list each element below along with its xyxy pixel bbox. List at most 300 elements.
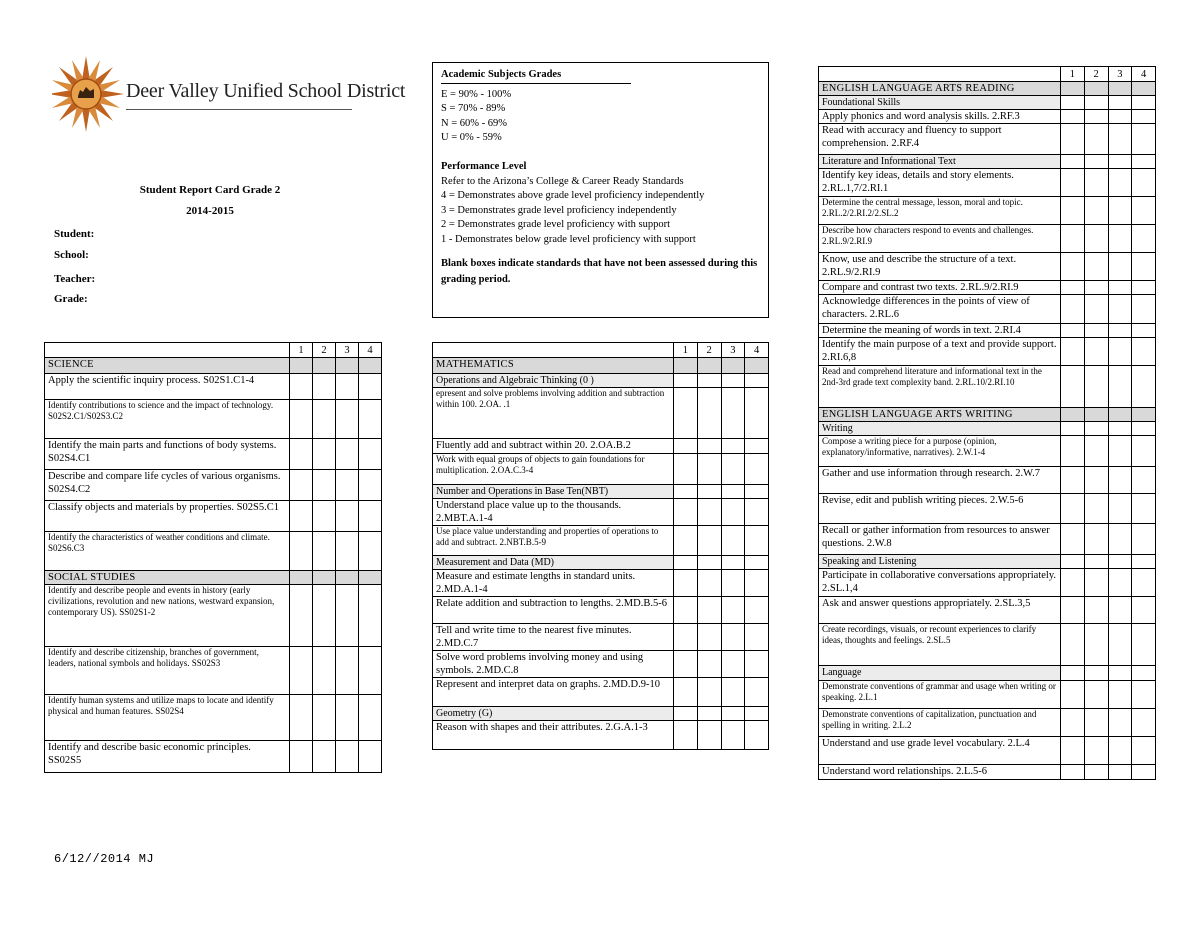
score-cell xyxy=(745,374,769,388)
standard-label: Understand place value up to the thousands. 2.MBT.A.1-4 xyxy=(433,499,674,526)
standard-label: Compare and contrast two texts. 2.RL.9/2.RI.9 xyxy=(819,281,1061,295)
score-cell xyxy=(313,358,336,374)
score-column-header: 2 xyxy=(313,343,336,358)
score-cell[interactable] xyxy=(1084,681,1108,709)
score-cell[interactable] xyxy=(721,624,745,651)
score-cell xyxy=(1132,82,1156,96)
score-cell[interactable] xyxy=(697,721,721,750)
score-cell xyxy=(1108,155,1132,169)
standard-row xyxy=(45,470,382,501)
score-cell[interactable] xyxy=(1132,436,1156,467)
score-cell[interactable] xyxy=(290,695,313,741)
standard-label: Know, use and describe the structure of a text. 2.RL.9/2.RI.9 xyxy=(819,253,1061,281)
score-cell[interactable] xyxy=(1061,295,1085,324)
performance-line: 4 = Demonstrates above grade level proficiency independently xyxy=(441,190,705,202)
score-cell[interactable] xyxy=(1061,110,1085,124)
score-cell xyxy=(697,358,721,374)
score-cell[interactable] xyxy=(1061,569,1085,597)
score-cell[interactable] xyxy=(745,499,769,526)
score-cell[interactable] xyxy=(721,454,745,485)
score-cell[interactable] xyxy=(745,388,769,439)
score-cell xyxy=(1084,422,1108,436)
standard-label: Work with equal groups of objects to gain foundations for multiplication. 2.OA.C.3-4 xyxy=(433,454,674,485)
standard-row xyxy=(819,569,1156,597)
score-cell[interactable] xyxy=(290,400,313,439)
score-cell[interactable] xyxy=(1061,324,1085,338)
score-cell[interactable] xyxy=(1108,225,1132,253)
score-cell[interactable] xyxy=(697,570,721,597)
score-cell xyxy=(721,485,745,499)
standard-label: Identify human systems and utilize maps to locate and identify physical and human features. SS02S4 xyxy=(45,695,290,741)
score-cell[interactable] xyxy=(674,570,698,597)
score-cell[interactable] xyxy=(1061,624,1085,666)
score-cell[interactable] xyxy=(1084,324,1108,338)
score-cell[interactable] xyxy=(1132,681,1156,709)
score-cell[interactable] xyxy=(1108,765,1132,780)
score-cell[interactable] xyxy=(721,651,745,678)
standard-row xyxy=(433,439,769,454)
score-cell xyxy=(721,707,745,721)
score-cell[interactable] xyxy=(1084,338,1108,366)
score-cell[interactable] xyxy=(1132,338,1156,366)
score-cell[interactable] xyxy=(1061,681,1085,709)
score-cell xyxy=(1132,96,1156,110)
score-cell xyxy=(674,358,698,374)
score-header-row xyxy=(819,67,1156,82)
score-column-header: 1 xyxy=(1061,67,1085,82)
score-cell xyxy=(1108,82,1132,96)
score-cell[interactable] xyxy=(697,678,721,707)
header-blank-cell xyxy=(819,67,1061,82)
standard-label: Classify objects and materials by properties. S02S5.C1 xyxy=(45,501,290,532)
score-cell[interactable] xyxy=(1061,253,1085,281)
standard-label: Measure and estimate lengths in standard units. 2.MD.A.1-4 xyxy=(433,570,674,597)
standard-label: Read and comprehend literature and informational text in the 2nd-3rd grade text complexity band. 2.RL.10/2.RI.10 xyxy=(819,366,1061,408)
score-cell[interactable] xyxy=(1084,597,1108,624)
standard-label: Determine the meaning of words in text. 2.RI.4 xyxy=(819,324,1061,338)
score-cell xyxy=(1061,422,1085,436)
score-cell[interactable] xyxy=(313,741,336,773)
score-cell[interactable] xyxy=(745,570,769,597)
score-cell xyxy=(674,485,698,499)
score-cell xyxy=(1132,666,1156,681)
standard-row xyxy=(45,439,382,470)
section-label: Number and Operations in Base Ten(NBT) xyxy=(433,485,674,499)
score-cell[interactable] xyxy=(313,374,336,400)
standard-row xyxy=(45,501,382,532)
score-cell xyxy=(1084,555,1108,569)
score-cell[interactable] xyxy=(1061,338,1085,366)
score-cell[interactable] xyxy=(1132,295,1156,324)
score-cell[interactable] xyxy=(1061,281,1085,295)
score-cell[interactable] xyxy=(1132,253,1156,281)
score-cell[interactable] xyxy=(745,651,769,678)
standard-row xyxy=(819,436,1156,467)
header-blank-cell xyxy=(433,343,674,358)
score-cell[interactable] xyxy=(1108,110,1132,124)
score-cell[interactable] xyxy=(745,439,769,454)
score-cell[interactable] xyxy=(290,501,313,532)
subsection-header-row xyxy=(433,556,769,570)
standard-label: Represent and interpret data on graphs. 2.MD.D.9-10 xyxy=(433,678,674,707)
score-cell[interactable] xyxy=(290,374,313,400)
report-year: 2014-2015 xyxy=(186,205,234,217)
standard-row xyxy=(45,741,382,773)
score-cell[interactable] xyxy=(1132,569,1156,597)
score-cell[interactable] xyxy=(313,439,336,470)
score-cell xyxy=(745,556,769,570)
section-label: ENGLISH LANGUAGE ARTS READING xyxy=(819,82,1061,96)
score-cell[interactable] xyxy=(1084,110,1108,124)
score-cell xyxy=(745,358,769,374)
score-cell[interactable] xyxy=(290,585,313,647)
score-cell[interactable] xyxy=(290,741,313,773)
score-cell[interactable] xyxy=(1132,197,1156,225)
school-label: School: xyxy=(54,249,89,261)
score-cell[interactable] xyxy=(290,439,313,470)
score-cell[interactable] xyxy=(721,499,745,526)
score-cell[interactable] xyxy=(359,501,382,532)
standard-row xyxy=(819,597,1156,624)
subsection-header-row xyxy=(819,555,1156,569)
score-cell[interactable] xyxy=(721,570,745,597)
section-label: Speaking and Listening xyxy=(819,555,1061,569)
score-cell[interactable] xyxy=(359,585,382,647)
score-cell[interactable] xyxy=(697,624,721,651)
standard-row xyxy=(819,295,1156,324)
score-column-header: 2 xyxy=(1084,67,1108,82)
score-cell[interactable] xyxy=(359,470,382,501)
score-cell[interactable] xyxy=(313,532,336,571)
score-cell[interactable] xyxy=(1084,281,1108,295)
score-cell[interactable] xyxy=(674,388,698,439)
score-cell xyxy=(313,571,336,585)
score-cell[interactable] xyxy=(1061,597,1085,624)
score-cell[interactable] xyxy=(1132,494,1156,524)
footer-date: 6/12//2014 MJ xyxy=(54,852,155,866)
score-cell[interactable] xyxy=(1132,737,1156,765)
score-cell[interactable] xyxy=(1132,709,1156,737)
standard-label: Demonstrate conventions of grammar and usage when writing or speaking. 2.L.1 xyxy=(819,681,1061,709)
standard-label: Identify contributions to science and the impact of technology. S02S2.C1/S02S3.C2 xyxy=(45,400,290,439)
score-cell[interactable] xyxy=(336,501,359,532)
score-cell[interactable] xyxy=(697,454,721,485)
score-cell[interactable] xyxy=(359,400,382,439)
score-cell[interactable] xyxy=(1084,524,1108,555)
standard-label: Solve word problems involving money and using symbols. 2.MD.C.8 xyxy=(433,651,674,678)
standard-row xyxy=(819,169,1156,197)
standard-row xyxy=(819,324,1156,338)
score-cell[interactable] xyxy=(1061,366,1085,408)
score-cell[interactable] xyxy=(1084,709,1108,737)
grade-s: S = 70% - 89% xyxy=(441,103,506,115)
score-cell[interactable] xyxy=(674,721,698,750)
standard-row xyxy=(433,454,769,485)
standard-label: Revise, edit and publish writing pieces. 2.W.5-6 xyxy=(819,494,1061,524)
score-cell[interactable] xyxy=(1108,295,1132,324)
score-cell[interactable] xyxy=(1084,225,1108,253)
score-cell[interactable] xyxy=(336,647,359,695)
score-cell[interactable] xyxy=(674,499,698,526)
score-cell[interactable] xyxy=(1061,467,1085,494)
grade-label: Grade: xyxy=(54,293,88,305)
standard-label: Identify and describe people and events in history (early civilizations, revolution and new nations, westward expansion, contemporary US). SS02S1-2 xyxy=(45,585,290,647)
section-label: Language xyxy=(819,666,1061,681)
standard-label: Identify and describe basic economic principles. SS02S5 xyxy=(45,741,290,773)
score-cell[interactable] xyxy=(359,741,382,773)
score-cell[interactable] xyxy=(313,470,336,501)
score-cell[interactable] xyxy=(313,400,336,439)
score-cell xyxy=(721,374,745,388)
score-cell[interactable] xyxy=(313,585,336,647)
score-cell[interactable] xyxy=(1084,737,1108,765)
score-cell[interactable] xyxy=(1061,436,1085,467)
score-cell[interactable] xyxy=(1108,569,1132,597)
score-cell[interactable] xyxy=(1084,624,1108,666)
score-cell xyxy=(1061,96,1085,110)
score-cell[interactable] xyxy=(1132,597,1156,624)
standard-row xyxy=(45,695,382,741)
score-cell xyxy=(1084,408,1108,422)
score-cell[interactable] xyxy=(1084,467,1108,494)
score-cell[interactable] xyxy=(1132,524,1156,555)
score-cell[interactable] xyxy=(674,597,698,624)
score-cell[interactable] xyxy=(1108,524,1132,555)
score-cell[interactable] xyxy=(1108,494,1132,524)
score-cell[interactable] xyxy=(721,439,745,454)
score-cell[interactable] xyxy=(745,624,769,651)
score-cell[interactable] xyxy=(1084,569,1108,597)
score-cell[interactable] xyxy=(1108,467,1132,494)
score-header-row xyxy=(433,343,769,358)
score-cell[interactable] xyxy=(697,439,721,454)
standard-label: Fluently add and subtract within 20. 2.OA.B.2 xyxy=(433,439,674,454)
score-cell[interactable] xyxy=(745,597,769,624)
score-cell xyxy=(1061,155,1085,169)
grade-n: N = 60% - 69% xyxy=(441,117,507,129)
score-cell xyxy=(1061,666,1085,681)
section-label: Geometry (G) xyxy=(433,707,674,721)
score-cell[interactable] xyxy=(1061,765,1085,780)
score-cell[interactable] xyxy=(1108,366,1132,408)
score-cell[interactable] xyxy=(1108,124,1132,155)
score-cell[interactable] xyxy=(359,647,382,695)
score-cell[interactable] xyxy=(1132,124,1156,155)
score-cell[interactable] xyxy=(313,501,336,532)
score-cell[interactable] xyxy=(1084,169,1108,197)
score-cell xyxy=(745,707,769,721)
score-cell[interactable] xyxy=(336,532,359,571)
score-cell[interactable] xyxy=(674,439,698,454)
section-header-row xyxy=(45,571,382,585)
standard-label: Understand word relationships. 2.L.5-6 xyxy=(819,765,1061,780)
score-cell[interactable] xyxy=(1108,709,1132,737)
score-cell xyxy=(336,358,359,374)
score-cell[interactable] xyxy=(745,526,769,556)
score-cell[interactable] xyxy=(336,374,359,400)
score-cell[interactable] xyxy=(1108,253,1132,281)
science-social-studies-table xyxy=(44,342,382,773)
score-cell[interactable] xyxy=(336,741,359,773)
standard-row xyxy=(433,388,769,439)
score-cell[interactable] xyxy=(1108,324,1132,338)
score-cell[interactable] xyxy=(1108,197,1132,225)
score-cell[interactable] xyxy=(1061,737,1085,765)
grade-e: E = 90% - 100% xyxy=(441,88,512,100)
score-cell[interactable] xyxy=(1132,366,1156,408)
score-cell[interactable] xyxy=(290,647,313,695)
score-cell[interactable] xyxy=(1061,494,1085,524)
score-cell[interactable] xyxy=(1061,524,1085,555)
standard-label: Relate addition and subtraction to lengths. 2.MD.B.5-6 xyxy=(433,597,674,624)
score-cell[interactable] xyxy=(290,470,313,501)
score-cell[interactable] xyxy=(1061,709,1085,737)
score-cell[interactable] xyxy=(674,526,698,556)
score-cell[interactable] xyxy=(1061,197,1085,225)
score-cell[interactable] xyxy=(1108,681,1132,709)
score-cell[interactable] xyxy=(1108,436,1132,467)
score-cell[interactable] xyxy=(1108,338,1132,366)
section-label: Foundational Skills xyxy=(819,96,1061,110)
score-cell[interactable] xyxy=(1108,281,1132,295)
score-cell[interactable] xyxy=(674,651,698,678)
score-cell[interactable] xyxy=(1061,225,1085,253)
section-header-row xyxy=(433,358,769,374)
score-cell[interactable] xyxy=(1132,169,1156,197)
score-cell[interactable] xyxy=(359,695,382,741)
score-cell[interactable] xyxy=(290,532,313,571)
score-cell[interactable] xyxy=(745,454,769,485)
score-cell xyxy=(1108,422,1132,436)
score-cell[interactable] xyxy=(745,721,769,750)
score-cell[interactable] xyxy=(1132,110,1156,124)
performance-line: Refer to the Arizona’s College & Career Ready Standards xyxy=(441,175,684,187)
standard-label: Identify the characteristics of weather conditions and climate. S02S6.C3 xyxy=(45,532,290,571)
score-cell[interactable] xyxy=(674,678,698,707)
standard-row xyxy=(433,570,769,597)
section-header-row xyxy=(819,82,1156,96)
subsection-header-row xyxy=(819,666,1156,681)
standard-row xyxy=(819,624,1156,666)
score-cell[interactable] xyxy=(1132,467,1156,494)
score-cell[interactable] xyxy=(697,651,721,678)
district-logo xyxy=(52,54,406,134)
score-cell[interactable] xyxy=(674,454,698,485)
standard-label: Identify and describe citizenship, branches of government, leaders, national symbols and holidays. SS02S3 xyxy=(45,647,290,695)
standard-row xyxy=(819,681,1156,709)
score-cell[interactable] xyxy=(336,470,359,501)
score-cell[interactable] xyxy=(1108,624,1132,666)
standard-row xyxy=(433,499,769,526)
standard-label: Compose a writing piece for a purpose (opinion, explanatory/informative, narratives). 2.W.1-4 xyxy=(819,436,1061,467)
score-cell[interactable] xyxy=(336,695,359,741)
score-cell[interactable] xyxy=(1132,324,1156,338)
score-cell[interactable] xyxy=(674,624,698,651)
score-cell[interactable] xyxy=(359,374,382,400)
score-cell[interactable] xyxy=(697,388,721,439)
score-cell[interactable] xyxy=(1084,197,1108,225)
score-cell[interactable] xyxy=(1084,295,1108,324)
score-cell[interactable] xyxy=(1061,169,1085,197)
standard-label: Use place value understanding and properties of operations to add and subtract. 2.NBT.B.5-9 xyxy=(433,526,674,556)
standard-label: Participate in collaborative conversations appropriately. 2.SL.1,4 xyxy=(819,569,1061,597)
score-cell[interactable] xyxy=(721,526,745,556)
score-cell[interactable] xyxy=(697,597,721,624)
performance-line: 3 = Demonstrates grade level proficiency independently xyxy=(441,204,677,216)
score-cell xyxy=(697,556,721,570)
score-column-header: 4 xyxy=(359,343,382,358)
standard-label: Identify key ideas, details and story elements. 2.RL.1,7/2.RI.1 xyxy=(819,169,1061,197)
score-cell[interactable] xyxy=(721,597,745,624)
standard-row xyxy=(45,585,382,647)
score-cell[interactable] xyxy=(1061,124,1085,155)
standard-row xyxy=(433,597,769,624)
standard-label: Create recordings, visuals, or recount experiences to clarify ideas, thoughts and feelings. 2.SL.5 xyxy=(819,624,1061,666)
standard-row xyxy=(433,526,769,556)
section-label: SCIENCE xyxy=(45,358,290,374)
score-column-header: 4 xyxy=(745,343,769,358)
score-cell xyxy=(1108,555,1132,569)
standard-row xyxy=(433,624,769,651)
standard-label: Describe how characters respond to events and challenges. 2.RL.9/2.RI.9 xyxy=(819,225,1061,253)
score-cell[interactable] xyxy=(1132,765,1156,780)
score-cell[interactable] xyxy=(1132,281,1156,295)
score-cell xyxy=(359,358,382,374)
logo-underline xyxy=(126,109,352,110)
score-cell xyxy=(697,374,721,388)
score-cell[interactable] xyxy=(359,439,382,470)
score-cell[interactable] xyxy=(1084,765,1108,780)
section-label: MATHEMATICS xyxy=(433,358,674,374)
score-cell[interactable] xyxy=(721,388,745,439)
score-cell[interactable] xyxy=(336,585,359,647)
score-cell[interactable] xyxy=(1084,436,1108,467)
score-cell[interactable] xyxy=(721,678,745,707)
standard-row xyxy=(45,374,382,400)
score-cell[interactable] xyxy=(359,532,382,571)
score-cell[interactable] xyxy=(697,526,721,556)
score-cell[interactable] xyxy=(1084,494,1108,524)
score-cell[interactable] xyxy=(336,439,359,470)
subsection-header-row xyxy=(433,707,769,721)
standard-row xyxy=(819,281,1156,295)
score-cell[interactable] xyxy=(1132,225,1156,253)
standard-label: Read with accuracy and fluency to support comprehension. 2.RF.4 xyxy=(819,124,1061,155)
score-cell[interactable] xyxy=(1084,253,1108,281)
standard-row xyxy=(819,253,1156,281)
standard-row xyxy=(433,651,769,678)
score-cell xyxy=(1061,555,1085,569)
score-cell[interactable] xyxy=(313,695,336,741)
score-cell[interactable] xyxy=(1132,624,1156,666)
score-cell[interactable] xyxy=(336,400,359,439)
score-cell xyxy=(1084,82,1108,96)
standard-label: Identify the main parts and functions of body systems. S02S4.C1 xyxy=(45,439,290,470)
score-cell[interactable] xyxy=(1108,169,1132,197)
standard-label: Ask and answer questions appropriately. 2.SL.3,5 xyxy=(819,597,1061,624)
score-cell[interactable] xyxy=(697,499,721,526)
standard-label: Identify the main purpose of a text and provide support. 2.RI.6,8 xyxy=(819,338,1061,366)
score-column-header: 3 xyxy=(721,343,745,358)
score-cell[interactable] xyxy=(1084,366,1108,408)
score-cell[interactable] xyxy=(721,721,745,750)
score-cell[interactable] xyxy=(1084,124,1108,155)
standard-row xyxy=(45,647,382,695)
score-cell[interactable] xyxy=(1108,737,1132,765)
score-cell[interactable] xyxy=(1108,597,1132,624)
score-cell[interactable] xyxy=(745,678,769,707)
score-cell[interactable] xyxy=(313,647,336,695)
